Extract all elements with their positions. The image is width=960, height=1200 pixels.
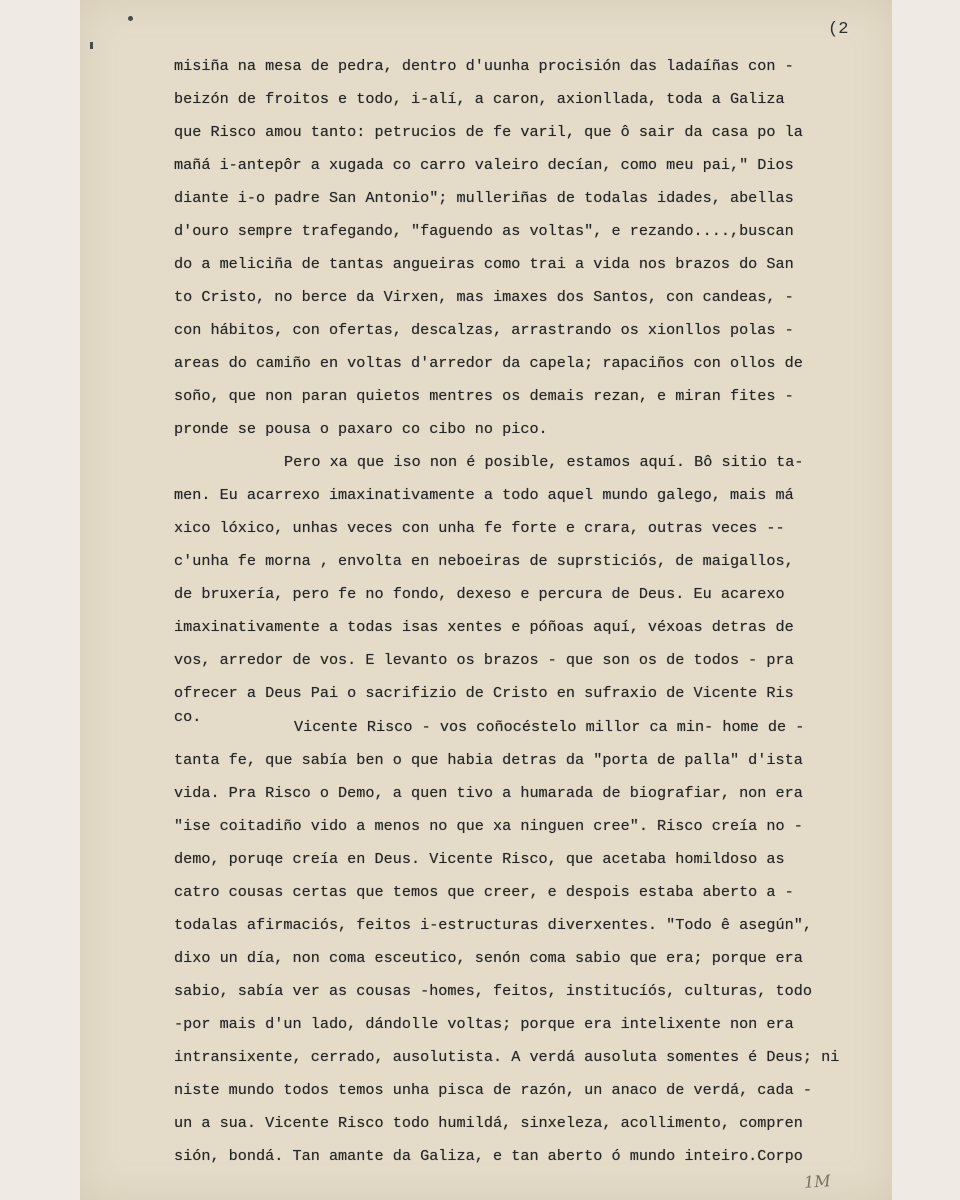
text-line: co. xyxy=(174,708,202,726)
text-line: diante i-o padre San Antonio"; mulleriñas de todalas idades, abellas xyxy=(174,189,794,207)
text-line: dixo un día, non coma esceutico, senón coma sabio que era; porque era xyxy=(174,949,803,967)
text-line: vida. Pra Risco o Demo, a quen tivo a humarada de biografiar, non era xyxy=(174,784,803,802)
page-number: (2 xyxy=(828,20,849,39)
text-line: vos, arredor de vos. E levanto os brazos - que son os de todos - pra xyxy=(174,651,794,669)
text-line: intransixente, cerrado, ausolutista. A verdá ausoluta somentes é Deus; ni xyxy=(174,1048,840,1066)
punch-mark xyxy=(90,42,93,49)
text-line: xico lóxico, unhas veces con unha fe forte e crara, outras veces -- xyxy=(174,519,785,537)
text-line: imaxinativamente a todas isas xentes e póñoas aquí, véxoas detras de xyxy=(174,618,794,636)
text-line: Vicente Risco - vos coñocéstelo millor ca min- home de - xyxy=(294,718,805,736)
text-line: pronde se pousa o paxaro co cibo no pico. xyxy=(174,420,548,438)
punch-mark xyxy=(128,16,133,21)
text-line: Pero xa que iso non é posible, estamos aquí. Bô sitio ta- xyxy=(284,453,804,471)
text-line: sión, bondá. Tan amante da Galiza, e tan aberto ó mundo inteiro.Corpo xyxy=(174,1147,803,1165)
text-line: c'unha fe morna , envolta en neboeiras de suprsticiós, de maigallos, xyxy=(174,552,794,570)
text-line: ofrecer a Deus Pai o sacrifizio de Cristo en sufraxio de Vicente Ris xyxy=(174,684,794,702)
text-line: beizón de froitos e todo, i-alí, a caron, axionllada, toda a Galiza xyxy=(174,90,785,108)
text-line: d'ouro sempre trafegando, "faguendo as voltas", e rezando....,buscan xyxy=(174,222,794,240)
text-line: tanta fe, que sabía ben o que habia detras da "porta de palla" d'ista xyxy=(174,751,803,769)
text-line: "ise coitadiño vido a menos no que xa ninguen cree". Risco creía no - xyxy=(174,817,803,835)
text-line: do a meliciña de tantas angueiras como trai a vida nos brazos do San xyxy=(174,255,794,273)
text-line: misiña na mesa de pedra, dentro d'uunha procisión das ladaíñas con - xyxy=(174,57,794,75)
text-line: con hábitos, con ofertas, descalzas, arrastrando os xionllos polas - xyxy=(174,321,794,339)
text-line: -por mais d'un lado, dándolle voltas; porque era intelixente non era xyxy=(174,1015,794,1033)
text-line: un a sua. Vicente Risco todo humildá, sinxeleza, acollimento, compren xyxy=(174,1114,803,1132)
text-line: soño, que non paran quietos mentres os demais rezan, e miran fites - xyxy=(174,387,794,405)
text-line: que Risco amou tanto: petrucios de fe varil, que ô sair da casa po la xyxy=(174,123,803,141)
text-line: to Cristo, no berce da Virxen, mas imaxes dos Santos, con candeas, - xyxy=(174,288,794,306)
text-line: mañá i-antepôr a xugada co carro valeiro decían, como meu pai," Dios xyxy=(174,156,794,174)
text-line: demo, poruqe creía en Deus. Vicente Risco, que acetaba homildoso as xyxy=(174,850,785,868)
text-line: sabio, sabía ver as cousas -homes, feitos, institucíós, culturas, todo xyxy=(174,982,812,1000)
text-line: men. Eu acarrexo imaxinativamente a todo aquel mundo galego, mais má xyxy=(174,486,794,504)
text-line: areas do camiño en voltas d'arredor da capela; rapaciños con ollos de xyxy=(174,354,803,372)
handwritten-folio: 1M xyxy=(803,1171,832,1192)
text-line: niste mundo todos temos unha pisca de razón, un anaco de verdá, cada - xyxy=(174,1081,812,1099)
text-line: catro cousas certas que temos que creer, e despois estaba aberto a - xyxy=(174,883,794,901)
text-line: todalas afirmaciós, feitos i-estructuras diverxentes. "Todo ê asegún", xyxy=(174,916,812,934)
text-line: de bruxería, pero fe no fondo, dexeso e percura de Deus. Eu acarexo xyxy=(174,585,785,603)
